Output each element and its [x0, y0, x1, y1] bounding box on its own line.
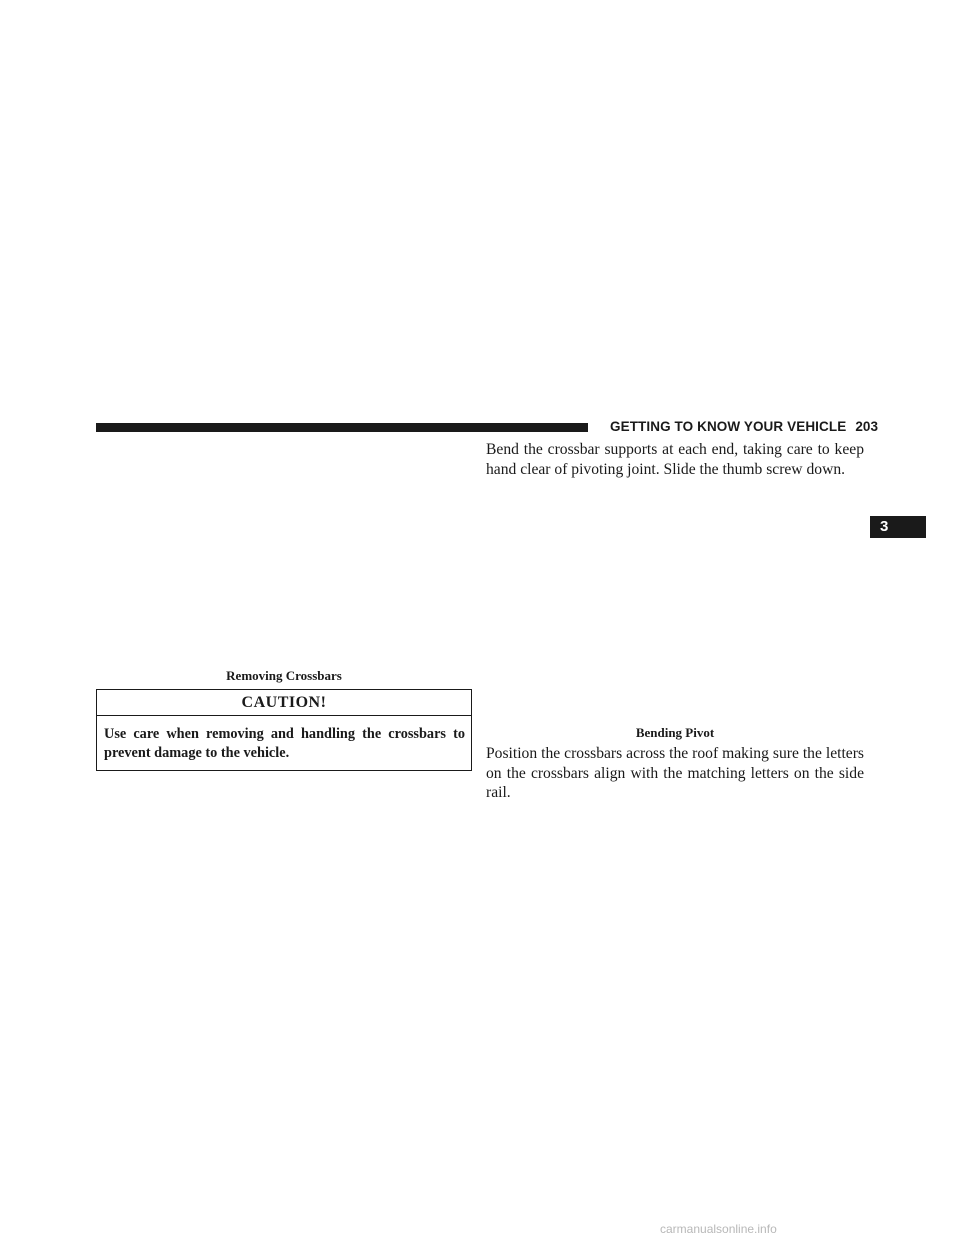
running-header — [610, 419, 878, 434]
paragraph-bend-supports: Bend the crossbar supports at each end, taking care to keep hand clear of pivoting joint. Slide the thumb screw down. — [486, 441, 864, 478]
section-title: GETTING TO KNOW YOUR VEHICLE — [610, 419, 847, 434]
chapter-tab: 3 — [870, 516, 926, 538]
caution-body: Use care when removing and handling the crossbars to prevent damage to the vehicle. — [104, 726, 465, 761]
figure-caption-removing-crossbars: Removing Crossbars — [226, 668, 342, 683]
page-number: 203 — [855, 419, 879, 434]
caution-box — [96, 689, 472, 771]
figure-caption-bending-pivot: Bending Pivot — [635, 725, 715, 740]
paragraph-position-crossbars: Position the crossbars across the roof making sure the letters on the crossbars align with the matching letters on the side rail. — [486, 745, 864, 801]
caution-title: CAUTION! — [97, 690, 471, 716]
header-rule — [96, 423, 588, 432]
watermark: carmanualsonline.info — [660, 1222, 777, 1236]
